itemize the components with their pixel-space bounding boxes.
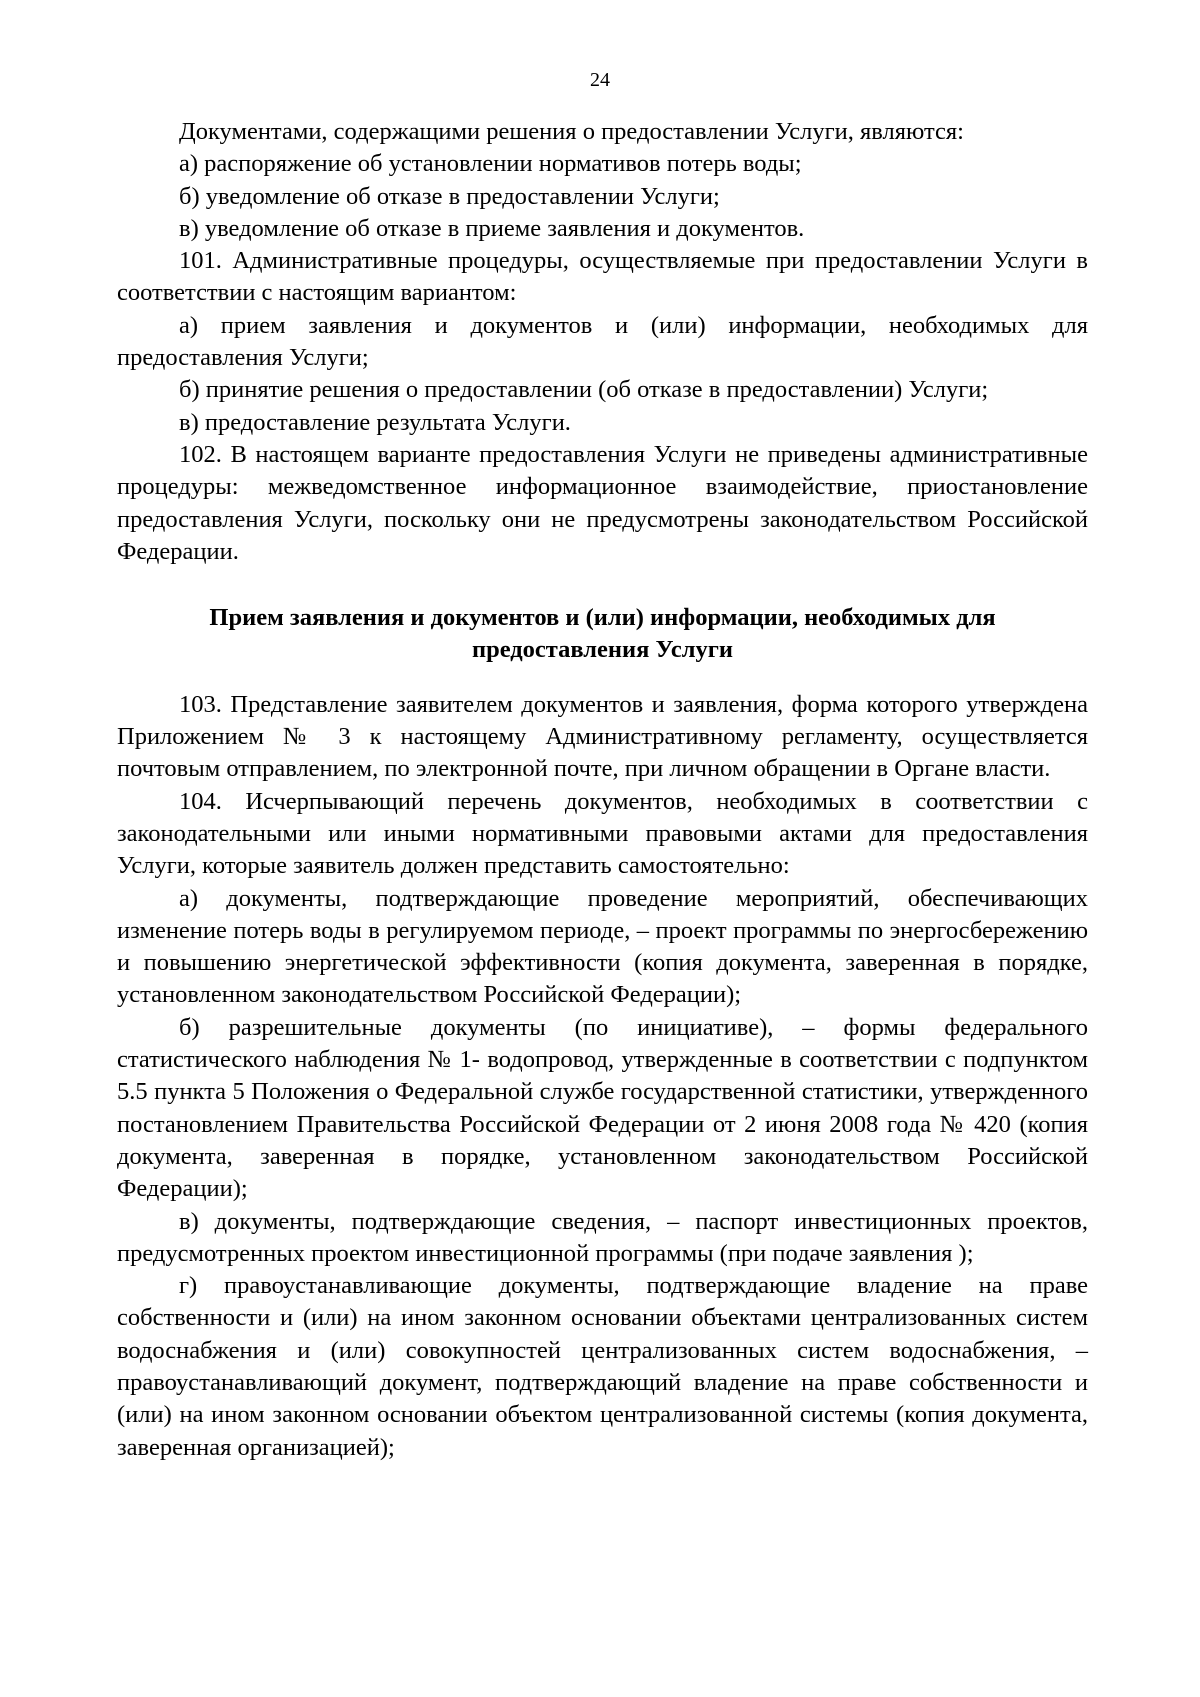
section-heading: Прием заявления и документов и (или) информации, необходимых для предоставления Услуги xyxy=(209,604,996,664)
list-item-c: в) документы, подтверждающие сведения, – паспорт инвестиционных проектов, предусмотренных проектом инвестиционной программы (при подаче заявления ); xyxy=(117,1207,1088,1267)
spacer xyxy=(117,568,1088,602)
list-item-b: б) принятие решения о предоставлении (об отказе в предоставлении) Услуги; xyxy=(179,376,989,404)
paragraph-103: 103. Представление заявителем документов и заявления, форма которого утверждена Приложением № 3 к настоящему Административному регламенту, осуществляется почтовым отправлением, по электронной почте, при личном обращении в Органе власти. xyxy=(117,690,1088,783)
list-item-b: б) разрешительные документы (по инициативе), – формы федерального статистического наблюдения № 1- водопровод, утвержденные в соответствии с подпунктом 5.5 пункта 5 Положения о Федеральной службе государственной статистики, утвержденного постановлением Правительства Российской Федерации от 2 июня 2008 года № 420 (копия документа, заверенная в порядке, установленном законодательством Российской Федерации); xyxy=(117,1013,1088,1203)
spacer xyxy=(117,667,1088,689)
paragraph-intro: Документами, содержащими решения о предоставлении Услуги, являются: xyxy=(179,118,964,145)
list-item-a: а) прием заявления и документов и (или) информации, необходимых для предоставления Услуги; xyxy=(117,311,1088,372)
list-item-d: г) правоустанавливающие документы, подтверждающие владение на праве собственности и (или) на ином законном основании объектами централизованных систем водоснабжения и (или) совокупностей централизованных систем водоснабжения, – правоустанавливающий документ, подтверждающий владение на праве собственности и (или) на ином законном основании объектом централизованной системы (копия документа, заверенная организацией); xyxy=(117,1272,1088,1461)
list-item-a: а) документы, подтверждающие проведение мероприятий, обеспечивающих изменение потерь воды в регулируемом периоде, – проект программы по энергосбережению и повышению энергетической эффективности (копия документа, заверенная в порядке, установленном законодательством Российской Федерации); xyxy=(117,884,1088,1009)
document-body xyxy=(117,116,1088,1464)
list-item-a: а) распоряжение об установлении нормативов потерь воды; xyxy=(179,150,802,178)
page-number: 24 xyxy=(590,69,610,91)
paragraph-104: 104. Исчерпывающий перечень документов, необходимых в соответствии с законодательными или иными нормативными правовыми актами для предоставления Услуги, которые заявитель должен представить самостоятельно: xyxy=(117,787,1088,880)
paragraph-102: 102. В настоящем варианте предоставления Услуги не приведены административные процедуры: межведомственное информационное взаимодействие, приостановление предоставления Услуги, поскольку они не предусмотрены законодательством Российской Федерации. xyxy=(117,440,1088,565)
list-item-c: в) предоставление результата Услуги. xyxy=(179,408,571,436)
list-item-c: в) уведомление об отказе в приеме заявления и документов. xyxy=(179,214,805,242)
paragraph-101: 101. Административные процедуры, осуществляемые при предоставлении Услуги в соответствии с настоящим вариантом: xyxy=(117,247,1088,307)
list-item-b: б) уведомление об отказе в предоставлении Услуги; xyxy=(179,182,720,210)
